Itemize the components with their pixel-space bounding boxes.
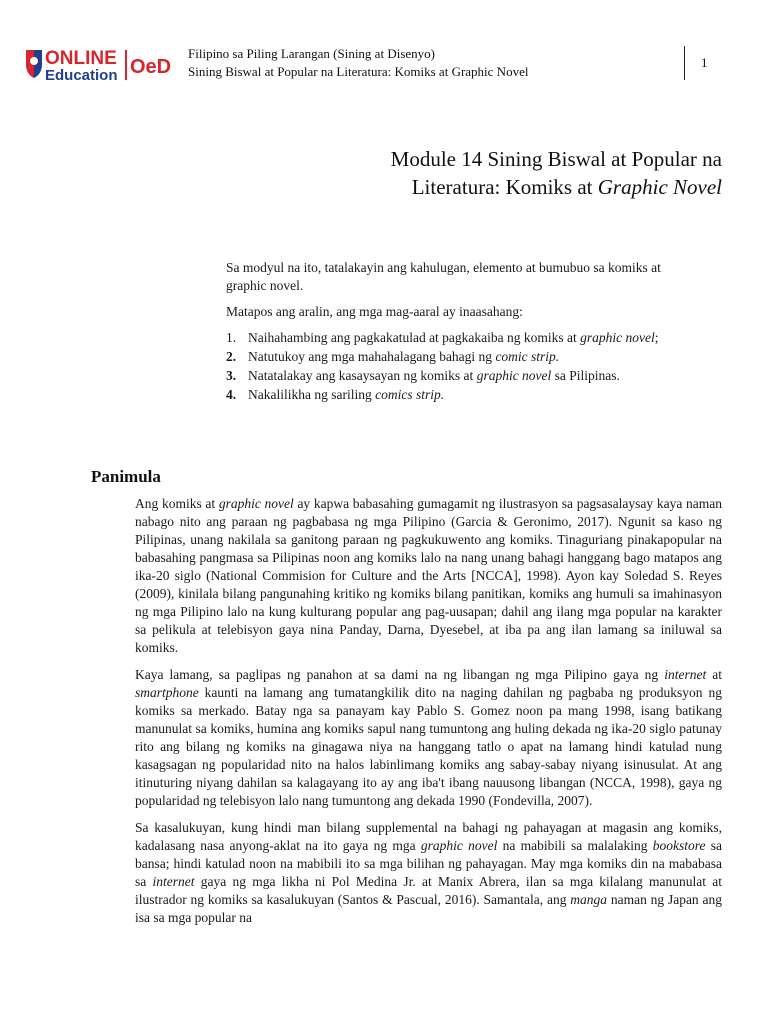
objective-number: 1. (226, 330, 237, 345)
objectives-lead: Matapos ang aralin, ang mga mag-aaral ay inaasahang: (226, 304, 523, 319)
section-heading: Panimula (91, 467, 161, 486)
objective-italic: comic strip. (495, 349, 560, 364)
objective-item (226, 348, 696, 366)
body-paragraph (135, 666, 722, 810)
svg-text:Education: Education (45, 67, 118, 84)
text-run: na mabibili sa malalaking (497, 838, 653, 853)
text-run: naman ng Japan ang isa sa mga popular na (135, 892, 722, 925)
page-number: 1 (701, 55, 708, 70)
running-header (188, 45, 528, 81)
italic-term: graphic novel (420, 838, 498, 853)
title-line-2 (391, 173, 722, 201)
italic-term: smartphone (135, 685, 199, 700)
objective-italic: graphic novel (580, 330, 655, 345)
italic-term: graphic novel (218, 496, 294, 511)
module-title (391, 145, 722, 201)
module-introduction (226, 259, 696, 405)
italic-term: internet (664, 667, 707, 682)
logo-graphic (22, 44, 177, 84)
text-run: Ang komiks at (135, 496, 219, 511)
objective-item (226, 386, 696, 404)
text-run: gaya ng mga likha ni Pol Medina Jr. at Manix Abrera, ilan sa mga kilalang manunulat at ilustrador ng komiks sa kasalukuyan (Santos & Pascual, 2016). Samantala, ang (135, 874, 723, 907)
body-paragraph (135, 495, 722, 657)
italic-term: manga (570, 892, 608, 907)
objective-text: Natatalakay ang kasaysayan ng komiks at (248, 368, 477, 383)
objective-text-end: sa Pilipinas. (551, 368, 620, 383)
objective-text: Naihahambing ang pagkakatulad at pagkakaiba ng komiks at (248, 330, 581, 345)
online-education-logo (22, 44, 177, 84)
text-run: Sa kasalukuyan, kung hindi man bilang supplemental na bahagi ng pahayagan at magasin ang komiks, kadalasang nasa anyong-aklat na ito gaya ng mga (135, 820, 722, 853)
text-run: at (706, 667, 723, 682)
svg-text:OeD: OeD (130, 56, 172, 78)
header-course-line: Filipino sa Piling Larangan (Sining at Disenyo) (188, 46, 435, 61)
objective-item (226, 367, 696, 385)
text-run: kaunti na lamang ang tumatangkilik dito na naging dahilan ng pagbaba ng produksyon ng komiks sa merkado. Batay nga sa panayam kay Pablo S. Gomez noon pa mang 1998, isang batikang manunulat sa komiks, humina ang komiks sapul nang tumuntong ang huling dekada ng ika-20 siglo patunay rito ang bilang ng komiks na ginagawa niya na hanggang tatlo o apat na lamang hindi katulad nung kasagsagan ng popularidad nito na halos labinlimang komiks ang sabay-sabay niyang isinusulat. At ang itinuturing niyang dahilan sa kalagayang ito ay ang iba't ibang nauusong libangan (NCCA, 1998), gaya ng popularidad ng telebisyon lalo nang tumuntong ang dekada 1990 (Fondevilla, 2007). (135, 685, 722, 808)
objective-italic: comics strip. (375, 387, 445, 402)
objectives-list (226, 329, 696, 404)
svg-text:ONLINE: ONLINE (45, 48, 117, 69)
text-run: Kaya lamang, sa paglipas ng panahon at sa dami na ng libangan ng mga Pilipino gaya ng (135, 667, 665, 682)
header-module-line: Sining Biswal at Popular na Literatura: Komiks at Graphic Novel (188, 64, 529, 79)
objective-text-end: ; (654, 330, 659, 345)
title-line-1: Module 14 Sining Biswal at Popular na (390, 147, 722, 171)
title-line-2-italic: Graphic Novel (597, 175, 722, 199)
body-paragraph (135, 819, 722, 927)
header-divider (684, 46, 685, 80)
italic-term: bookstore (652, 838, 706, 853)
objective-number: 2. (226, 349, 237, 364)
objective-italic: graphic novel (476, 368, 552, 383)
intro-paragraph: Sa modyul na ito, tatalakayin ang kahulugan, elemento at bumubuo sa komiks at graphic novel. (226, 260, 661, 293)
title-line-2-plain: Literatura: Komiks at (411, 175, 598, 199)
objective-text: Nakalilikha ng sariling (248, 387, 376, 402)
section-body (135, 495, 722, 936)
text-run: ay kapwa babasahing gumagamit ng ilustrasyon sa pagsasalaysay kaya naman nabago nito ang paraan ng pagbabasa ng mga Pilipino (Garcia & Geronimo, 2017). Ngunit sa kaso ng Pilipinas, unang nakilala sa ganitong paraan ng pagkukuwento ang komiks. Tinaguriang pinakapopular na babasahing pangmasa sa Pilipinas noon ang komiks lalo na nang unang bahagi hanggang bago matapos ang ika-20 siglo (National Commision for Culture and the Arts [NCCA], 1998). Ayon kay Soledad S. Reyes (2009), kinilala bilang pangunahing kritiko ng komiks bilang panitikan, komiks ang humuli sa imahinasyon ng mga Pilipino lalo na kung kulturang popular ang pag-uusapan; dahil ang ilang mga popular na karakter sa pelikula at telebisyon gaya nina Panday, Darna, Dyesebel, at iba pa ang ilan lamang sa iniluwal sa komiks. (135, 496, 723, 655)
objective-text: Natutukoy ang mga mahahalagang bahagi ng (248, 349, 496, 364)
text-run: sa bansa; hindi katulad noon na mabibili ito sa mga bilihan ng pahayagan. May mga komiks din na mababasa sa (135, 838, 723, 889)
objective-number: 4. (226, 387, 237, 402)
objective-item (226, 329, 696, 347)
objective-number: 3. (226, 368, 237, 383)
italic-term: internet (152, 874, 195, 889)
